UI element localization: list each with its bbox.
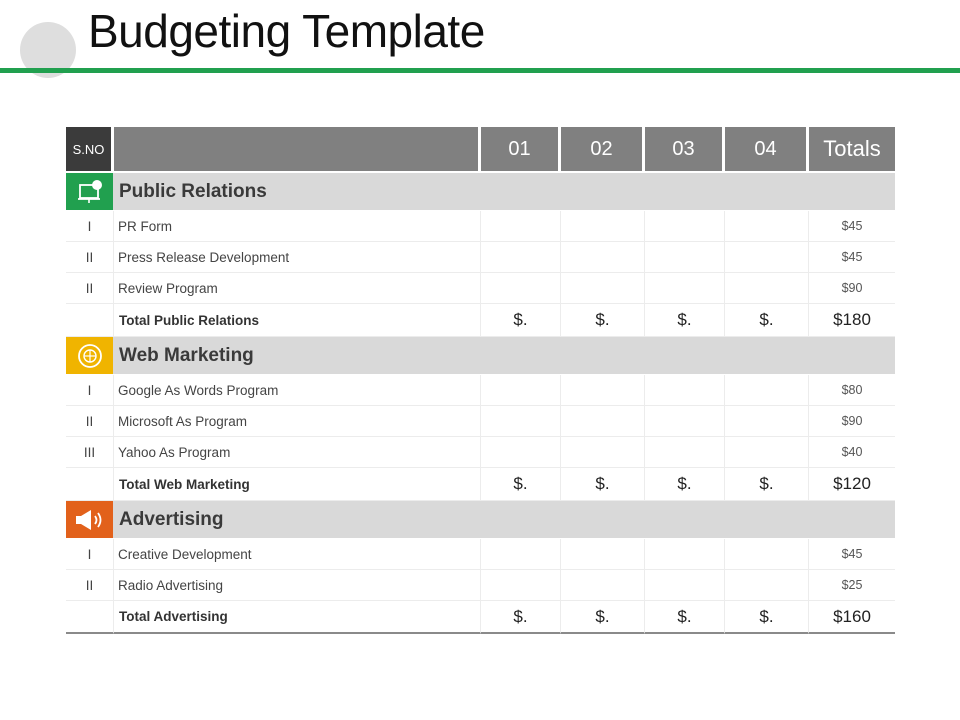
total-value: $120 — [809, 468, 895, 501]
total-period-02: $. — [561, 304, 645, 337]
section-row-advertising — [66, 501, 895, 539]
row-total: $40 — [809, 437, 895, 468]
section-title: Advertising — [114, 501, 895, 539]
total-period-03: $. — [645, 468, 725, 501]
title-underline — [0, 68, 960, 73]
section-title: Web Marketing — [114, 337, 895, 375]
row-total: $90 — [809, 406, 895, 437]
page-title: Budgeting Template — [88, 5, 485, 57]
table-row — [66, 437, 895, 468]
total-period-04: $. — [725, 601, 809, 634]
total-period-01: $. — [481, 601, 561, 634]
header-sno: S.NO — [66, 127, 114, 173]
total-value: $160 — [809, 601, 895, 634]
header-description — [114, 127, 481, 173]
row-number: III — [66, 437, 114, 468]
row-number: I — [66, 539, 114, 570]
total-value: $180 — [809, 304, 895, 337]
row-number: II — [66, 273, 114, 304]
row-number: II — [66, 242, 114, 273]
section-row-web-marketing — [66, 337, 895, 375]
section-total-row — [66, 601, 895, 634]
header-period-01: 01 — [481, 127, 561, 173]
header-totals: Totals — [809, 127, 895, 173]
total-label: Total Web Marketing — [114, 468, 481, 501]
megaphone-icon — [66, 501, 113, 538]
row-total: $45 — [809, 539, 895, 570]
row-total: $45 — [809, 242, 895, 273]
row-total: $90 — [809, 273, 895, 304]
total-label: Total Public Relations — [114, 304, 481, 337]
total-period-01: $. — [481, 468, 561, 501]
presentation-board-icon — [66, 173, 113, 210]
globe-target-icon — [66, 337, 113, 374]
row-description: Yahoo As Program — [114, 437, 481, 468]
table-row — [66, 242, 895, 273]
table-row — [66, 211, 895, 242]
total-period-03: $. — [645, 304, 725, 337]
table-row — [66, 273, 895, 304]
row-description: Creative Development — [114, 539, 481, 570]
total-period-03: $. — [645, 601, 725, 634]
row-number: I — [66, 211, 114, 242]
row-number: II — [66, 406, 114, 437]
row-description: Google As Words Program — [114, 375, 481, 406]
budget-table — [66, 127, 895, 634]
table-row — [66, 375, 895, 406]
table-row — [66, 539, 895, 570]
total-label: Total Advertising — [114, 601, 481, 634]
row-description: PR Form — [114, 211, 481, 242]
row-total: $45 — [809, 211, 895, 242]
table-row — [66, 570, 895, 601]
row-total: $80 — [809, 375, 895, 406]
row-description: Microsoft As Program — [114, 406, 481, 437]
section-total-row — [66, 468, 895, 501]
row-number: I — [66, 375, 114, 406]
row-description: Press Release Development — [114, 242, 481, 273]
header-period-02: 02 — [561, 127, 645, 173]
row-total: $25 — [809, 570, 895, 601]
row-description: Review Program — [114, 273, 481, 304]
header-period-04: 04 — [725, 127, 809, 173]
total-period-02: $. — [561, 601, 645, 634]
total-period-04: $. — [725, 304, 809, 337]
row-description: Radio Advertising — [114, 570, 481, 601]
table-row — [66, 406, 895, 437]
total-period-01: $. — [481, 304, 561, 337]
section-row-public-relations — [66, 173, 895, 211]
table-header-row — [66, 127, 895, 173]
total-period-04: $. — [725, 468, 809, 501]
header-period-03: 03 — [645, 127, 725, 173]
total-period-02: $. — [561, 468, 645, 501]
section-total-row — [66, 304, 895, 337]
section-title: Public Relations — [114, 173, 895, 211]
row-number: II — [66, 570, 114, 601]
